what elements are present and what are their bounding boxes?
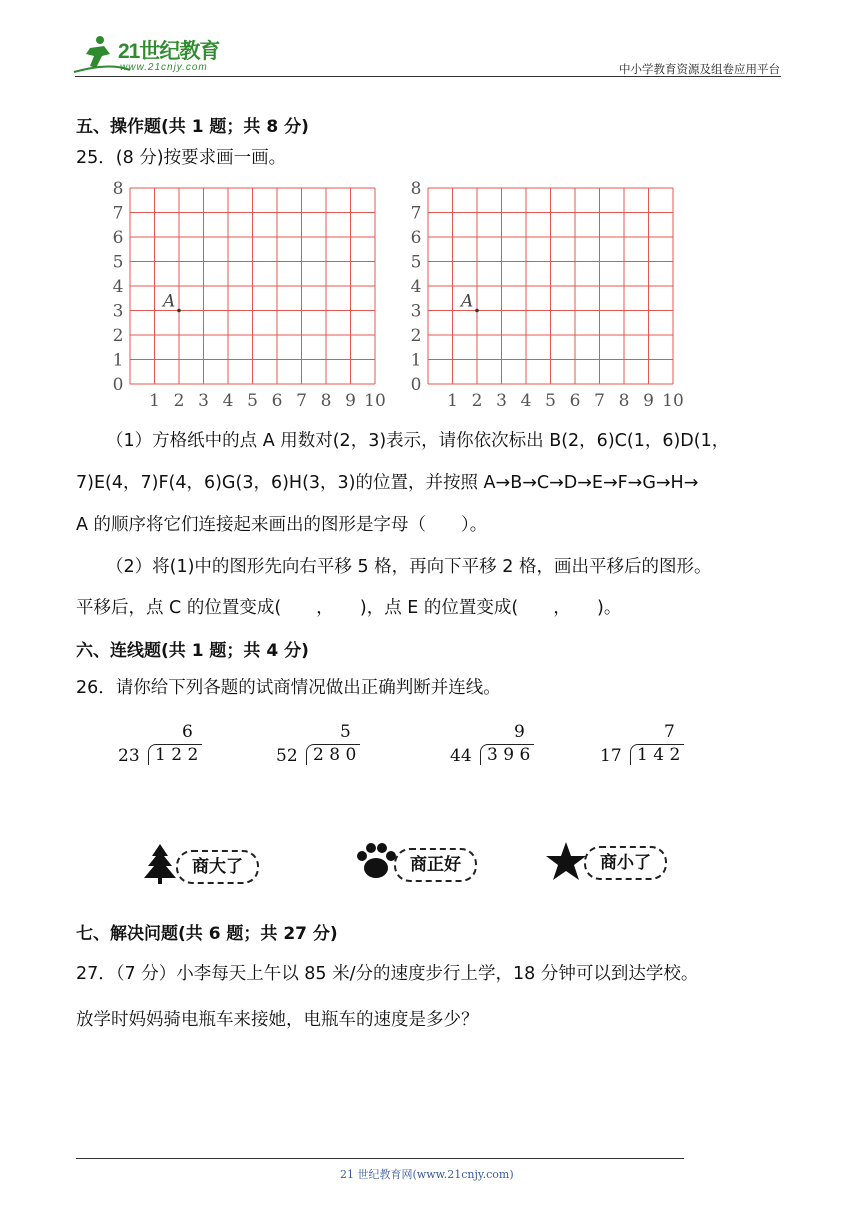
y-tick-label: 1 — [112, 350, 124, 371]
x-tick-label: 4 — [520, 391, 532, 411]
y-tick-label: 2 — [410, 326, 422, 346]
x-tick-label: 1 — [447, 391, 458, 411]
x-tick-label: 8 — [320, 391, 332, 411]
footer-divider — [76, 1158, 684, 1159]
header-platform-text: 中小学教育资源及组卷应用平台 — [619, 62, 780, 76]
dividend: 2 8 0 — [306, 744, 360, 765]
y-tick-label: 7 — [112, 203, 124, 224]
section7-title: 七、解决问题(共 6 题；共 27 分) — [76, 924, 338, 944]
section5-title: 五、操作题(共 1 题；共 8 分) — [76, 117, 309, 137]
q25-part1-line3: A 的顺序将它们连接起来画出的图形是字母（ ）。 — [76, 515, 488, 535]
y-tick-label: 8 — [112, 179, 124, 199]
y-tick-label: 4 — [112, 277, 124, 297]
y-tick-label: 1 — [410, 350, 422, 371]
y-tick-label: 5 — [410, 252, 422, 273]
divisor: 52 — [276, 746, 298, 766]
y-tick-label: 4 — [410, 277, 422, 297]
x-tick-label: 9 — [345, 391, 356, 411]
footer-text: 21 世纪教育网(www.21cnjy.com) — [340, 1168, 514, 1181]
divisor: 44 — [450, 746, 472, 766]
x-tick-label: 5 — [247, 391, 258, 411]
star-icon — [544, 840, 588, 884]
coordinate-grid-right — [398, 176, 688, 416]
quotient: 7 — [664, 722, 675, 742]
dividend: 3 9 6 — [480, 744, 534, 765]
x-tick-label: 2 — [173, 391, 185, 411]
point-a-label: A — [163, 291, 176, 312]
coordinate-grid-left — [100, 176, 390, 416]
y-tick-label: 5 — [112, 252, 124, 273]
y-tick-label: 6 — [112, 228, 124, 248]
x-tick-label: 9 — [643, 391, 654, 411]
quotient: 5 — [340, 722, 351, 742]
y-tick-label: 3 — [410, 301, 422, 322]
y-tick-label: 3 — [112, 301, 124, 322]
x-tick-label: 7 — [296, 391, 307, 411]
x-tick-label: 6 — [569, 391, 581, 411]
long-division — [276, 722, 366, 772]
quotient: 6 — [182, 722, 193, 742]
point-a — [177, 309, 181, 313]
divisor: 17 — [600, 746, 622, 766]
question-26: 26．请你给下列各题的试商情况做出正确判断并连线。 — [76, 678, 501, 698]
q27-line1: 27．（7 分）小李每天上午以 85 米/分的速度步行上学，18 分钟可以到达学校。 — [76, 964, 699, 984]
q27-line2: 放学时妈妈骑电瓶车来接她，电瓶车的速度是多少？ — [76, 1010, 479, 1030]
question-25: 25．(8 分)按要求画一画。 — [76, 148, 287, 168]
x-tick-label: 10 — [364, 391, 386, 411]
y-tick-label: 0 — [410, 375, 422, 395]
divisor: 23 — [118, 746, 140, 766]
dividend: 1 2 2 — [148, 744, 202, 765]
y-tick-label: 6 — [410, 228, 422, 248]
section6-title: 六、连线题(共 1 题；共 4 分) — [76, 641, 309, 661]
q25-part2-line1: （2）将(1)中的图形先向右平移 5 格，再向下平移 2 格，画出平移后的图形。 — [106, 557, 712, 577]
tag-just-right: 商正好 — [394, 848, 477, 882]
tree-icon — [140, 842, 180, 886]
y-tick-label: 2 — [112, 326, 124, 346]
quotient: 9 — [514, 722, 525, 742]
point-a-label: A — [461, 291, 474, 312]
header-divider — [75, 76, 781, 77]
q25-part1-line1: （1）方格纸中的点 A 用数对(2，3)表示，请你依次标出 B(2，6)C(1，6)D(1， — [106, 431, 730, 451]
x-tick-label: 8 — [618, 391, 630, 411]
q25-part1-line2: 7)E(4，7)F(4，6)G(3，6)H(3，3)的位置，并按照 A→B→C→D→E→F→G→H→ — [76, 473, 699, 493]
x-tick-label: 3 — [496, 391, 507, 411]
x-tick-label: 4 — [222, 391, 234, 411]
q25-part2-line2: 平移后，点 C 的位置变成( ， )，点 E 的位置变成( ， )。 — [76, 598, 622, 618]
x-tick-label: 1 — [149, 391, 160, 411]
tag-too-small: 商小了 — [584, 846, 667, 880]
x-tick-label: 2 — [471, 391, 483, 411]
long-division — [600, 722, 690, 772]
paw-icon — [354, 842, 398, 882]
x-tick-label: 5 — [545, 391, 556, 411]
y-tick-label: 8 — [410, 179, 422, 199]
dividend: 1 4 2 — [630, 744, 684, 765]
x-tick-label: 6 — [271, 391, 283, 411]
long-division — [450, 722, 540, 772]
y-tick-label: 7 — [410, 203, 422, 224]
long-division — [118, 722, 208, 772]
y-tick-label: 0 — [112, 375, 124, 395]
logo-url: www.21cnjy.com — [120, 62, 208, 73]
x-tick-label: 3 — [198, 391, 209, 411]
x-tick-label: 7 — [594, 391, 605, 411]
x-tick-label: 10 — [662, 391, 684, 411]
tag-too-big: 商大了 — [176, 850, 259, 884]
logo-text: 21世纪教育 — [118, 40, 220, 63]
point-a — [475, 309, 479, 313]
